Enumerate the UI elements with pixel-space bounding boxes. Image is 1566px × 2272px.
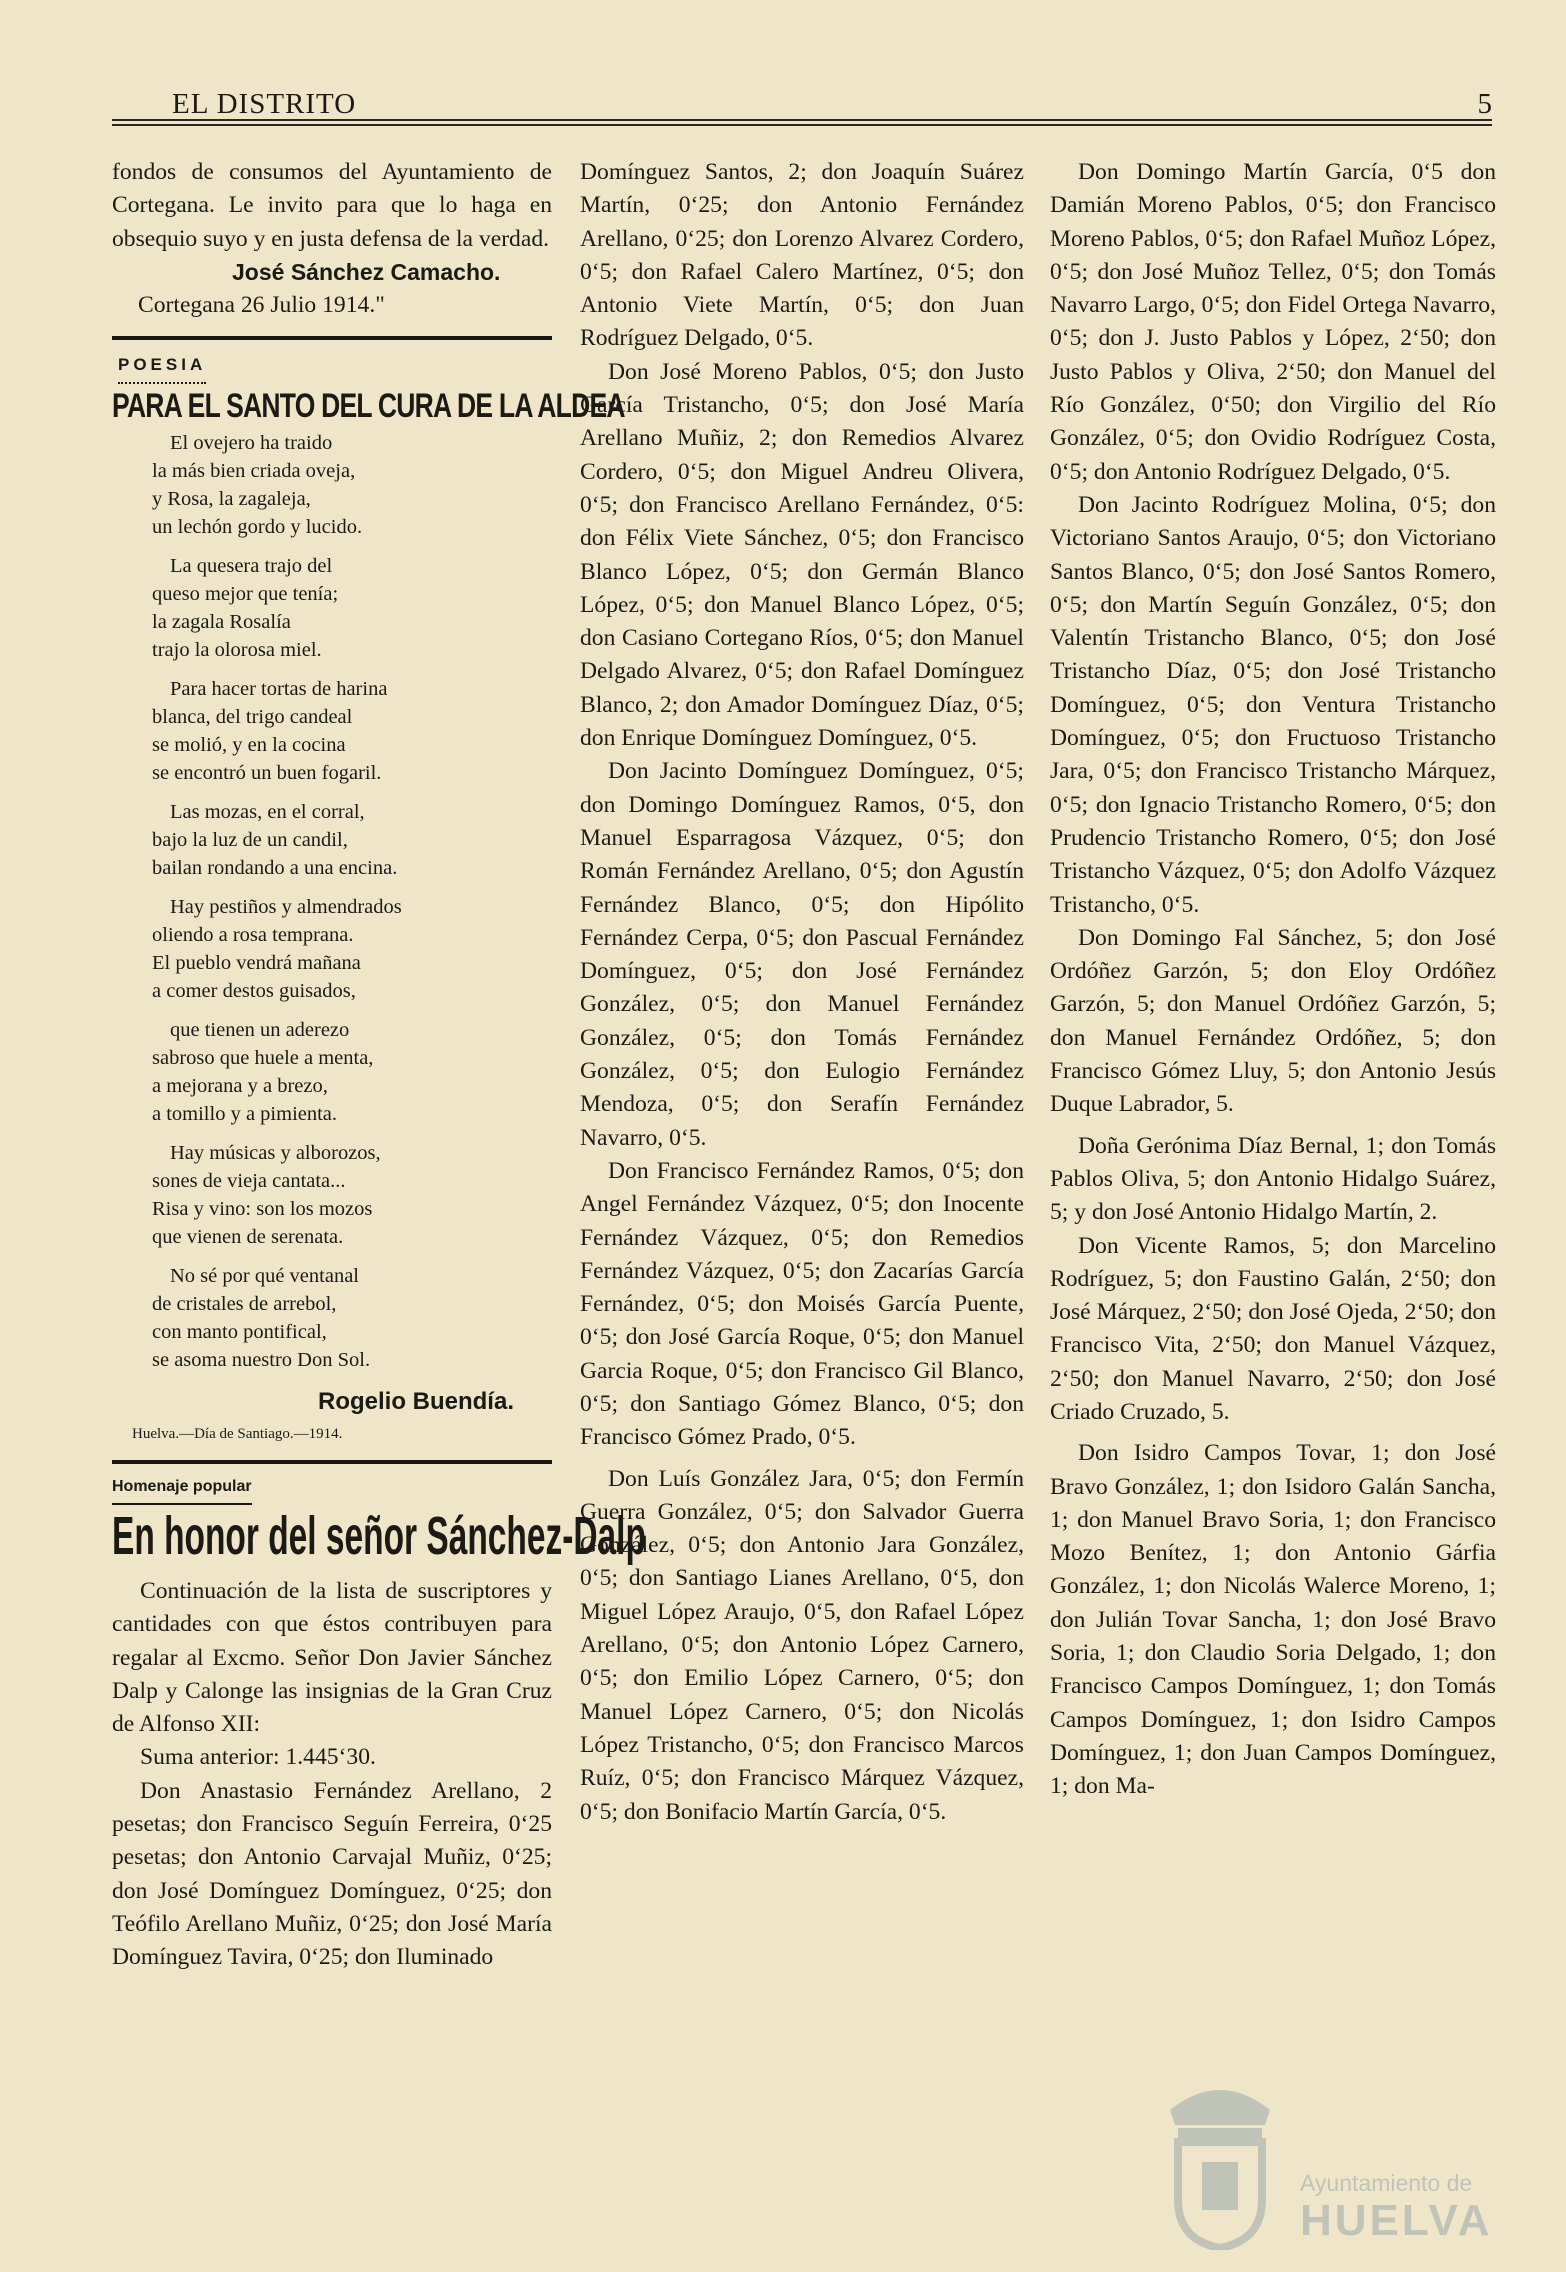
- letter-date: Cortegana 26 Julio 1914.": [138, 292, 385, 319]
- watermark-line2: HUELVA: [1300, 2196, 1493, 2245]
- poem-stanza: Hay pestiños y almendrados oliendo a rosa temprana. El pueblo vendrá mañana a comer destos guisados,: [152, 896, 402, 1003]
- watermark-line1: Ayuntamiento de: [1300, 2170, 1473, 2196]
- huelva-watermark: [1150, 2070, 1493, 2260]
- subscriber-paragraph: Don Domingo Fal Sánchez, 5; don José Ordóñez Garzón, 5; don Eloy Ordóñez Garzón, 5; don Manuel Ordóñez Garzón, 5; don Manuel Fernández Ordóñez, 5; don Francisco Gómez Lluy, 5; don Antonio Jesús Duque Labrador, 5.: [1050, 924, 1496, 1118]
- homenaje-title: En honor del señor Sánchez-Dalp: [112, 1505, 646, 1566]
- column-3: [1050, 156, 1496, 1804]
- poem-stanza: Para hacer tortas de harina blanca, del trigo candeal se molió, y en la cocina se encontró un buen fogaril.: [152, 678, 388, 785]
- header-rule: [112, 119, 1492, 121]
- letter-ending: fondos de consumos del Ayuntamiento de Cortegana. Le invito para que lo haga en obsequio suyo y en justa defensa de la verdad.: [112, 159, 552, 252]
- poem-author: Rogelio Buendía.: [317, 1388, 514, 1416]
- page-header: [112, 88, 1492, 120]
- poem-stanza: Hay músicas y alborozos, sones de vieja cantata... Risa y vino: son los mozos que vienen de serenata.: [152, 1142, 381, 1249]
- section-divider: [112, 336, 552, 340]
- poem-stanza: Las mozas, en el corral, bajo la luz de un candil, bailan rondando a una encina.: [152, 801, 398, 880]
- header-rule-2: [112, 124, 1492, 126]
- homenaje-intro: Continuación de la lista de suscriptores y cantidades con que éstos contribuyen para regalar al Excmo. Señor Don Javier Sánchez Dalp y Calonge las insignias de la Gran Cruz de Alfonso XII:: [112, 1577, 552, 1738]
- subscriber-paragraph: Doña Gerónima Díaz Bernal, 1; don Tomás Pablos Oliva, 5; don Antonio Hidalgo Suárez, 5; y don José Antonio Hidalgo Martín, 2.: [1050, 1132, 1496, 1226]
- subscriber-paragraph: Don Jacinto Domínguez Domínguez, 0‘5; don Domingo Domínguez Ramos, 0‘5, don Manuel Esparragosa Vázquez, 0‘5; don Román Fernández Arellano, 0‘5; don Agustín Fernández Blanco, 0‘5; don Hipólito Fernández Cerpa, 0‘5; don Pascual Fernández Domínguez, 0‘5; don José Fernández González, 0‘5; don Manuel Fernández González, 0‘5; don Tomás Fernández González, 0‘5; don Eulogio Fernández Mendoza, 0‘5; don Serafín Fernández Navarro, 0‘5.: [580, 758, 1024, 1151]
- poem-stanza: El ovejero ha traido la más bien criada oveja, y Rosa, la zagaleja, un lechón gordo y lucido.: [152, 432, 363, 539]
- subscriber-paragraph: Don José Moreno Pablos, 0‘5; don Justo García Tristancho, 0‘5; don José María Arellano Muñiz, 2; don Remedios Alvarez Cordero, 0‘5; don Miguel Andreu Olivera, 0‘5; don Francisco Arellano Fernández, 0‘5: don Félix Viete Sánchez, 0‘5; don Francisco Blanco López, 0‘5; don Germán Blanco López, 0‘5; don Manuel Blanco López, 0‘5; don Casiano Cortegano Ríos, 0‘5; don Manuel Delgado Alvarez, 0‘5; don Rafael Domínguez Blanco, 2; don Amador Domínguez Díaz, 0‘5; don Enrique Domínguez Domínguez, 0‘5.: [580, 358, 1024, 752]
- subscriber-paragraph: Don Isidro Campos Tovar, 1; don José Bravo González, 1; don Isidoro Galán Sancha, 1; don Manuel Bravo Soria, 1; don Francisco Mozo Benítez, 1; don Antonio Gárfia González, 1; don Nicolás Walerce Moreno, 1; don Julián Tovar Sancha, 1; don José Bravo Soria, 1; don Claudio Soria Delgado, 1; don Francisco Campos Domínguez, 1; don Tomás Campos Domínguez, 1; don Isidro Campos Domínguez, 1; don Juan Campos Domínguez, 1; don Ma-: [1050, 1440, 1496, 1800]
- poetry-section-tag: POESIA: [118, 348, 206, 383]
- homenaje-section-tag: Homenaje popular: [112, 1470, 252, 1505]
- column-2: [580, 156, 1024, 1829]
- coat-of-arms-icon: [1150, 2070, 1290, 2250]
- subscriber-paragraph: Don Jacinto Rodríguez Molina, 0‘5; don Victoriano Santos Araujo, 0‘5; don Victoriano Santos Blanco, 0‘5; don José Santos Romero, 0‘5; don Martín Seguín González, 0‘5; don Valentín Tristancho Blanco, 0‘5; don José Tristancho Díaz, 0‘5; don José Tristancho Domínguez, 0‘5; don Ventura Tristancho Domínguez, 0‘5; don Fructuoso Tristancho Jara, 0‘5; don Francisco Tristancho Márquez, 0‘5; don Ignacio Tristancho Romero, 0‘5; don Prudencio Tristancho Romero, 0‘5; don José Tristancho Vázquez, 0‘5; don Adolfo Vázquez Tristancho, 0‘5.: [1050, 491, 1496, 918]
- subscriber-paragraph: Don Anastasio Fernández Arellano, 2 pesetas; don Francisco Seguín Ferreira, 0‘25 pesetas; don Antonio Carvajal Muñiz, 0‘25; don José Domínguez Domínguez, 0‘25; don Teófilo Arellano Muñiz, 0‘25; don José María Domínguez Tavira, 0‘25; don Iluminado: [112, 1777, 552, 1971]
- poem-stanza: No sé por qué ventanal de cristales de arrebol, con manto pontifical, se asoma nuestro Don Sol.: [152, 1265, 371, 1372]
- page-number: 5: [1477, 88, 1492, 120]
- subscriber-paragraph: Don Vicente Ramos, 5; don Marcelino Rodríguez, 5; don Faustino Galán, 2‘50; don José Márquez, 2‘50; don José Ojeda, 2‘50; don Francisco Vita, 2‘50; don Manuel Vázquez, 2‘50; don Manuel Navarro, 2‘50; don José Criado Cruzado, 5.: [1050, 1232, 1496, 1425]
- section-divider: [112, 1460, 552, 1464]
- poem-title: PARA EL SANTO DEL CURA DE LA ALDEA: [112, 386, 625, 425]
- poem-stanza: que tienen un aderezo sabroso que huele a menta, a mejorana y a brezo, a tomillo y a pimienta.: [152, 1019, 374, 1126]
- homenaje-suma: Suma anterior: 1.445‘30.: [140, 1744, 376, 1771]
- subscriber-paragraph: Don Francisco Fernández Ramos, 0‘5; don Angel Fernández Vázquez, 0‘5; don Inocente Fernández Vázquez, 0‘5; don Remedios Fernández Vázquez, 0‘5; don Zacarías García Fernández, 0‘5; don Moisés García Puente, 0‘5; don José García Roque, 0‘5; don Manuel Garcia Roque, 0‘5; don Francisco Gil Blanco, 0‘5; don Santiago Gómez Blanco, 0‘5; don Francisco Gómez Prado, 0‘5.: [580, 1157, 1024, 1451]
- newspaper-title: EL DISTRITO: [172, 88, 357, 120]
- subscriber-paragraph: Domínguez Santos, 2; don Joaquín Suárez Martín, 0‘25; don Antonio Fernández Arellano, 0‘25; don Lorenzo Alvarez Cordero, 0‘5; don Rafael Calero Martínez, 0‘5; don Antonio Viete Martín, 0‘5; don Juan Rodríguez Delgado, 0‘5.: [580, 159, 1024, 352]
- poem-place-date: Huelva.—Día de Santiago.—1914.: [132, 1426, 343, 1443]
- subscriber-paragraph: Don Luís González Jara, 0‘5; don Fermín Guerra González, 0‘5; don Salvador Guerra González, 0‘5; don Antonio Jara González, 0‘5; don Santiago Lianes Arellano, 0‘5, don Miguel López Araujo, 0‘5, don Rafael López Arellano, 0‘5; don Antonio López Carnero, 0‘5; don Emilio López Carnero, 0‘5; don Manuel López Carnero, 0‘5; don Nicolás López Tristancho, 0‘5; don Francisco Marcos Ruíz, 0‘5; don Francisco Márquez Vázquez, 0‘5; don Bonifacio Martín García, 0‘5.: [580, 1465, 1024, 1825]
- column-1: [112, 156, 646, 1975]
- subscriber-paragraph: Don Domingo Martín García, 0‘5 don Damián Moreno Pablos, 0‘5; don Francisco Moreno Pablos, 0‘5; don Rafael Muñoz López, 0‘5; don José Muñoz Tellez, 0‘5; don Tomás Navarro Largo, 0‘5; don Fidel Ortega Navarro, 0‘5; don J. Justo Pablos y López, 2‘50; don Justo Pablos y Oliva, 2‘50; don Manuel del Río González, 0‘50; don Virgilio del Río González, 0‘5; don Ovidio Rodríguez Costa, 0‘5; don Antonio Rodríguez Delgado, 0‘5.: [1050, 159, 1496, 485]
- poem-stanza: La quesera trajo del queso mejor que tenía; la zagala Rosalía trajo la olorosa miel.: [152, 555, 339, 662]
- letter-signature: José Sánchez Camacho.: [232, 258, 501, 285]
